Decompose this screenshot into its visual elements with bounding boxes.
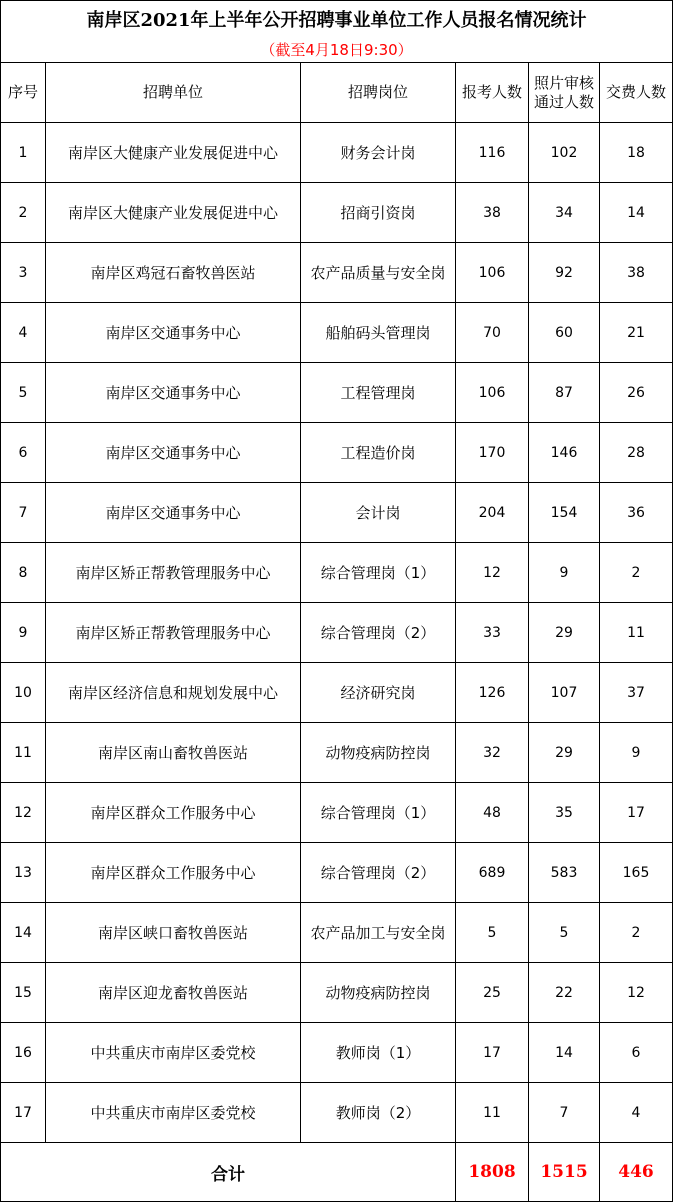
total-approved: 1515 bbox=[529, 1143, 600, 1202]
table-row bbox=[1, 303, 673, 363]
cell-approved: 35 bbox=[529, 783, 600, 843]
cell-unit: 南岸区群众工作服务中心 bbox=[46, 783, 301, 843]
cell-approved: 102 bbox=[529, 123, 600, 183]
cell-seq: 12 bbox=[1, 783, 46, 843]
cell-unit: 南岸区经济信息和规划发展中心 bbox=[46, 663, 301, 723]
cell-seq: 13 bbox=[1, 843, 46, 903]
cell-post: 工程造价岗 bbox=[301, 423, 456, 483]
cell-paid: 2 bbox=[600, 903, 673, 963]
cell-paid: 4 bbox=[600, 1083, 673, 1143]
cell-applied: 689 bbox=[456, 843, 529, 903]
table-title: 南岸区2021年上半年公开招聘事业单位工作人员报名情况统计 bbox=[1, 1, 673, 37]
cell-approved: 60 bbox=[529, 303, 600, 363]
table-row bbox=[1, 963, 673, 1023]
cell-paid: 17 bbox=[600, 783, 673, 843]
cell-paid: 11 bbox=[600, 603, 673, 663]
cell-applied: 106 bbox=[456, 363, 529, 423]
cell-applied: 106 bbox=[456, 243, 529, 303]
cell-paid: 37 bbox=[600, 663, 673, 723]
cell-applied: 70 bbox=[456, 303, 529, 363]
cell-paid: 14 bbox=[600, 183, 673, 243]
cell-unit: 中共重庆市南岸区委党校 bbox=[46, 1083, 301, 1143]
cell-post: 农产品加工与安全岗 bbox=[301, 903, 456, 963]
cell-approved: 29 bbox=[529, 603, 600, 663]
cell-approved: 7 bbox=[529, 1083, 600, 1143]
table-row bbox=[1, 1083, 673, 1143]
cell-paid: 28 bbox=[600, 423, 673, 483]
cell-applied: 116 bbox=[456, 123, 529, 183]
total-row bbox=[1, 1143, 673, 1202]
table-row bbox=[1, 243, 673, 303]
cell-unit: 南岸区鸡冠石畜牧兽医站 bbox=[46, 243, 301, 303]
cell-unit: 南岸区迎龙畜牧兽医站 bbox=[46, 963, 301, 1023]
cell-seq: 3 bbox=[1, 243, 46, 303]
cell-paid: 165 bbox=[600, 843, 673, 903]
cell-post: 工程管理岗 bbox=[301, 363, 456, 423]
cell-approved: 92 bbox=[529, 243, 600, 303]
cell-post: 动物疫病防控岗 bbox=[301, 723, 456, 783]
cell-seq: 10 bbox=[1, 663, 46, 723]
cell-paid: 38 bbox=[600, 243, 673, 303]
cell-paid: 26 bbox=[600, 363, 673, 423]
cell-applied: 126 bbox=[456, 663, 529, 723]
total-label: 合计 bbox=[1, 1143, 456, 1202]
header-row bbox=[1, 63, 673, 123]
table-row bbox=[1, 843, 673, 903]
table-row bbox=[1, 543, 673, 603]
cell-paid: 2 bbox=[600, 543, 673, 603]
cell-approved: 9 bbox=[529, 543, 600, 603]
cell-approved: 146 bbox=[529, 423, 600, 483]
cell-post: 教师岗（1） bbox=[301, 1023, 456, 1083]
cell-seq: 11 bbox=[1, 723, 46, 783]
table-row bbox=[1, 663, 673, 723]
table-row bbox=[1, 183, 673, 243]
cell-post: 经济研究岗 bbox=[301, 663, 456, 723]
cell-applied: 204 bbox=[456, 483, 529, 543]
cell-applied: 12 bbox=[456, 543, 529, 603]
table-row bbox=[1, 903, 673, 963]
cell-paid: 6 bbox=[600, 1023, 673, 1083]
header-paid: 交费人数 bbox=[600, 63, 673, 123]
cell-unit: 南岸区群众工作服务中心 bbox=[46, 843, 301, 903]
cell-applied: 170 bbox=[456, 423, 529, 483]
cell-approved: 583 bbox=[529, 843, 600, 903]
total-paid: 446 bbox=[600, 1143, 673, 1202]
cell-post: 会计岗 bbox=[301, 483, 456, 543]
cell-paid: 9 bbox=[600, 723, 673, 783]
table-subtitle: （截至4月18日9:30） bbox=[1, 36, 673, 63]
cell-seq: 15 bbox=[1, 963, 46, 1023]
cell-post: 综合管理岗（2） bbox=[301, 843, 456, 903]
cell-seq: 16 bbox=[1, 1023, 46, 1083]
cell-approved: 14 bbox=[529, 1023, 600, 1083]
header-seq: 序号 bbox=[1, 63, 46, 123]
cell-paid: 12 bbox=[600, 963, 673, 1023]
cell-seq: 14 bbox=[1, 903, 46, 963]
cell-post: 财务会计岗 bbox=[301, 123, 456, 183]
cell-applied: 5 bbox=[456, 903, 529, 963]
cell-post: 综合管理岗（2） bbox=[301, 603, 456, 663]
cell-approved: 29 bbox=[529, 723, 600, 783]
cell-post: 船舶码头管理岗 bbox=[301, 303, 456, 363]
header-post: 招聘岗位 bbox=[301, 63, 456, 123]
cell-approved: 87 bbox=[529, 363, 600, 423]
cell-seq: 1 bbox=[1, 123, 46, 183]
cell-applied: 38 bbox=[456, 183, 529, 243]
cell-unit: 南岸区峡口畜牧兽医站 bbox=[46, 903, 301, 963]
cell-paid: 36 bbox=[600, 483, 673, 543]
cell-applied: 25 bbox=[456, 963, 529, 1023]
cell-seq: 8 bbox=[1, 543, 46, 603]
cell-approved: 34 bbox=[529, 183, 600, 243]
cell-paid: 21 bbox=[600, 303, 673, 363]
header-unit: 招聘单位 bbox=[46, 63, 301, 123]
cell-applied: 32 bbox=[456, 723, 529, 783]
cell-unit: 南岸区交通事务中心 bbox=[46, 483, 301, 543]
cell-seq: 4 bbox=[1, 303, 46, 363]
cell-seq: 7 bbox=[1, 483, 46, 543]
cell-unit: 南岸区南山畜牧兽医站 bbox=[46, 723, 301, 783]
cell-applied: 11 bbox=[456, 1083, 529, 1143]
cell-approved: 154 bbox=[529, 483, 600, 543]
cell-post: 动物疫病防控岗 bbox=[301, 963, 456, 1023]
table-row bbox=[1, 603, 673, 663]
cell-unit: 南岸区矫正帮教管理服务中心 bbox=[46, 603, 301, 663]
cell-unit: 中共重庆市南岸区委党校 bbox=[46, 1023, 301, 1083]
cell-seq: 5 bbox=[1, 363, 46, 423]
table-row bbox=[1, 423, 673, 483]
total-applied: 1808 bbox=[456, 1143, 529, 1202]
cell-unit: 南岸区矫正帮教管理服务中心 bbox=[46, 543, 301, 603]
cell-post: 农产品质量与安全岗 bbox=[301, 243, 456, 303]
cell-seq: 2 bbox=[1, 183, 46, 243]
cell-applied: 48 bbox=[456, 783, 529, 843]
table-row bbox=[1, 783, 673, 843]
cell-unit: 南岸区交通事务中心 bbox=[46, 423, 301, 483]
cell-applied: 33 bbox=[456, 603, 529, 663]
header-approved: 照片审核通过人数 bbox=[529, 63, 600, 123]
table-row bbox=[1, 1023, 673, 1083]
cell-approved: 5 bbox=[529, 903, 600, 963]
cell-seq: 9 bbox=[1, 603, 46, 663]
cell-post: 招商引资岗 bbox=[301, 183, 456, 243]
cell-post: 综合管理岗（1） bbox=[301, 783, 456, 843]
cell-applied: 17 bbox=[456, 1023, 529, 1083]
cell-approved: 22 bbox=[529, 963, 600, 1023]
cell-unit: 南岸区大健康产业发展促进中心 bbox=[46, 123, 301, 183]
cell-approved: 107 bbox=[529, 663, 600, 723]
table-row bbox=[1, 483, 673, 543]
cell-post: 综合管理岗（1） bbox=[301, 543, 456, 603]
cell-seq: 17 bbox=[1, 1083, 46, 1143]
table-row bbox=[1, 723, 673, 783]
cell-paid: 18 bbox=[600, 123, 673, 183]
table-row bbox=[1, 363, 673, 423]
cell-unit: 南岸区交通事务中心 bbox=[46, 303, 301, 363]
header-applied: 报考人数 bbox=[456, 63, 529, 123]
table-row bbox=[1, 123, 673, 183]
cell-unit: 南岸区交通事务中心 bbox=[46, 363, 301, 423]
cell-seq: 6 bbox=[1, 423, 46, 483]
cell-unit: 南岸区大健康产业发展促进中心 bbox=[46, 183, 301, 243]
cell-post: 教师岗（2） bbox=[301, 1083, 456, 1143]
